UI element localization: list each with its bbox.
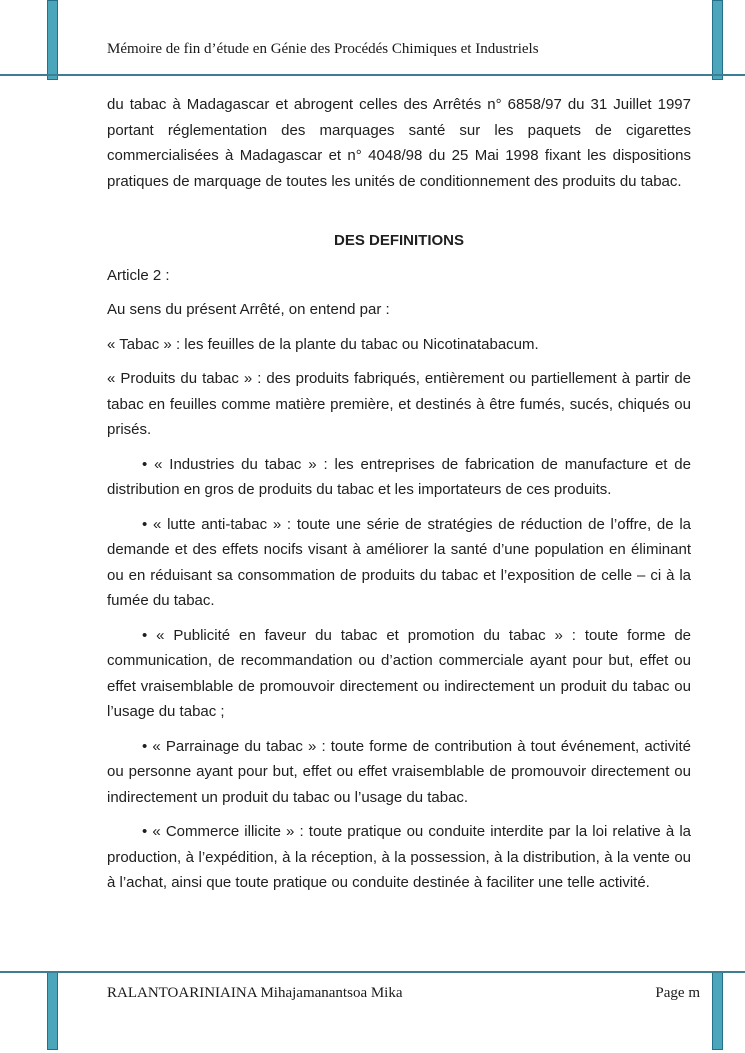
body-paragraph: Au sens du présent Arrêté, on entend par : xyxy=(107,301,390,318)
bullet-paragraph: • « Industries du tabac » : les entreprises de fabrication de manufacture et de distribution en gros de produits du tabac et les importateurs de ces produits. xyxy=(107,455,691,498)
body-paragraph: « Tabac » : les feuilles de la plante du tabac ou Nicotinatabacum. xyxy=(107,335,539,353)
bullet-paragraph: • « Publicité en faveur du tabac et promotion du tabac » : toute forme de communication, de recommandation ou d’action commerciale ayant pour but, effet ou effet vraisemblable de promouvoir directement ou indirectement un produit du tabac ou l’usage du tabac ; xyxy=(107,626,691,720)
footer-page-number: Page m xyxy=(655,985,700,1001)
bullet-paragraph: • « Commerce illicite » : toute pratique ou conduite interdite par la loi relative à la production, à l’expédition, à la réception, à la possession, à la distribution, à la vente ou à l’achat, ainsi que toute pratique ou conduite destinée à faciliter une telle activité. xyxy=(107,823,691,891)
document-body xyxy=(107,0,691,905)
decorative-bar-bottom-left xyxy=(47,972,58,1050)
decorative-bar-top-left xyxy=(47,0,58,80)
body-paragraph: du tabac à Madagascar et abrogent celles des Arrêtés n° 6858/97 du 31 Juillet 1997 portant réglementation des marquages santé sur les paquets de cigarettes commercialisées à Madagascar et n° 4048/98 du 25 Mai 1998 fixant les dispositions pratiques de marquage de toutes les unités de conditionnement des produits du tabac. xyxy=(107,96,691,190)
body-paragraph: « Produits du tabac » : des produits fabriqués, entièrement ou partiellement à partir de tabac en feuilles comme matière première, et destinés à être fumés, sucés, chiqués ou prisés. xyxy=(107,370,691,438)
section-heading: DES DEFINITIONS xyxy=(333,232,464,249)
decorative-bar-top-right xyxy=(712,0,723,80)
footer-author: RALANTOARINIAINA Mihajamanantsoa Mika xyxy=(107,985,403,1001)
decorative-bar-bottom-right xyxy=(712,972,723,1050)
bullet-paragraph: • « lutte anti-tabac » : toute une série de stratégies de réduction de l’offre, de la demande et des effets nocifs visant à améliorer la santé d’une population en éliminant ou en réduisant sa consommation de produits du tabac et l’exposition de celle – ci à la fumée du tabac. xyxy=(107,515,691,609)
footer-rule xyxy=(0,971,745,973)
running-footer xyxy=(107,985,700,1002)
bullet-paragraph: • « Parrainage du tabac » : toute forme de contribution à tout événement, activité ou personne ayant pour but, effet ou effet vraisemblable de promouvoir directement ou indirectement un produit du tabac ou l’usage du tabac. xyxy=(107,737,691,806)
body-paragraph: Article 2 : xyxy=(107,266,170,284)
running-header-title: Mémoire de fin d’étude en Génie des Procédés Chimiques et Industriels xyxy=(107,41,539,57)
